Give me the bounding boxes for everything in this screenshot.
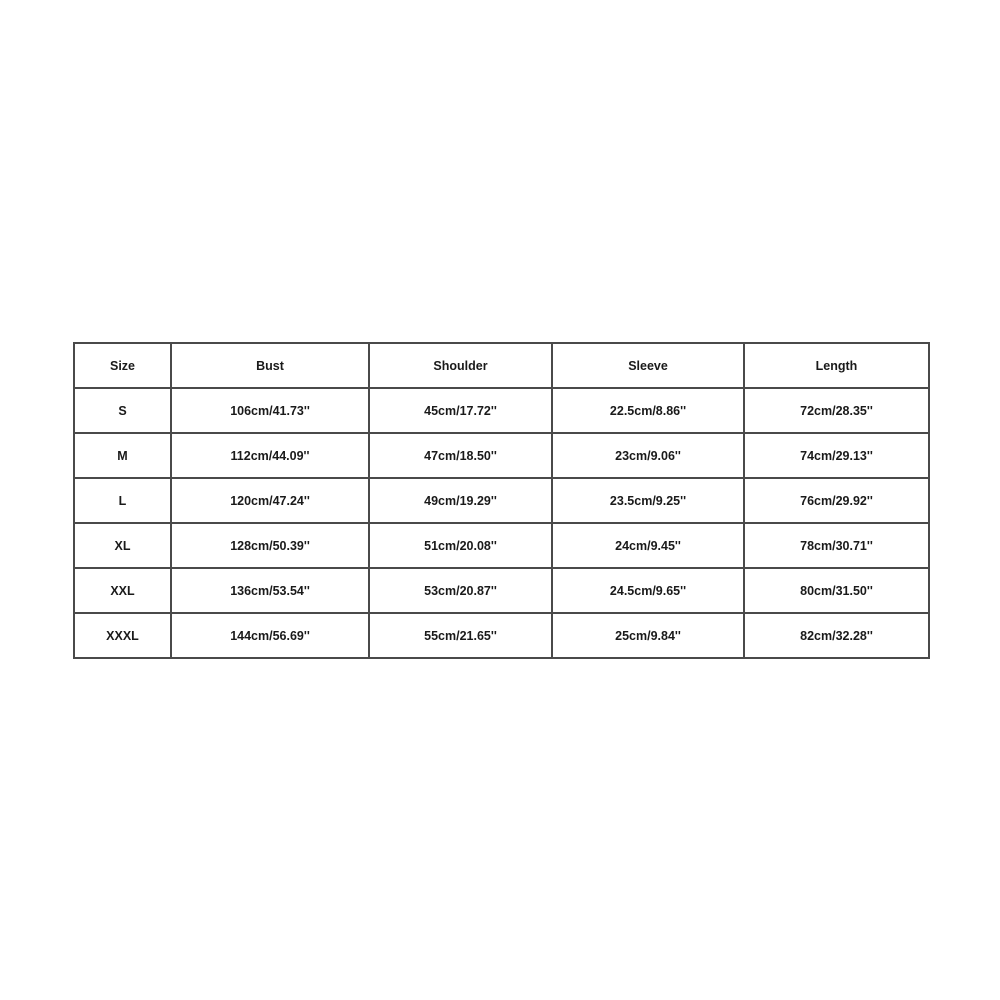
table-row	[74, 433, 929, 478]
cell-length: 72cm/28.35''	[744, 388, 929, 433]
cell-sleeve: 24.5cm/9.65''	[552, 568, 744, 613]
cell-sleeve: 24cm/9.45''	[552, 523, 744, 568]
cell-length: 80cm/31.50''	[744, 568, 929, 613]
size-chart-table	[73, 342, 930, 659]
cell-bust: 112cm/44.09''	[171, 433, 369, 478]
cell-size: XXL	[74, 568, 171, 613]
cell-length: 82cm/32.28''	[744, 613, 929, 658]
table-row	[74, 478, 929, 523]
cell-shoulder: 51cm/20.08''	[369, 523, 552, 568]
cell-length: 76cm/29.92''	[744, 478, 929, 523]
cell-size: XL	[74, 523, 171, 568]
cell-size: XXXL	[74, 613, 171, 658]
cell-shoulder: 49cm/19.29''	[369, 478, 552, 523]
cell-sleeve: 23cm/9.06''	[552, 433, 744, 478]
header-length: Length	[744, 343, 929, 388]
header-bust: Bust	[171, 343, 369, 388]
cell-length: 74cm/29.13''	[744, 433, 929, 478]
cell-bust: 144cm/56.69''	[171, 613, 369, 658]
cell-shoulder: 55cm/21.65''	[369, 613, 552, 658]
cell-sleeve: 23.5cm/9.25''	[552, 478, 744, 523]
cell-length: 78cm/30.71''	[744, 523, 929, 568]
cell-bust: 120cm/47.24''	[171, 478, 369, 523]
header-shoulder: Shoulder	[369, 343, 552, 388]
cell-size: M	[74, 433, 171, 478]
cell-shoulder: 45cm/17.72''	[369, 388, 552, 433]
cell-bust: 136cm/53.54''	[171, 568, 369, 613]
cell-size: L	[74, 478, 171, 523]
cell-shoulder: 47cm/18.50''	[369, 433, 552, 478]
table-row	[74, 613, 929, 658]
cell-shoulder: 53cm/20.87''	[369, 568, 552, 613]
table-row	[74, 568, 929, 613]
cell-sleeve: 25cm/9.84''	[552, 613, 744, 658]
cell-bust: 128cm/50.39''	[171, 523, 369, 568]
header-sleeve: Sleeve	[552, 343, 744, 388]
cell-size: S	[74, 388, 171, 433]
cell-bust: 106cm/41.73''	[171, 388, 369, 433]
table-row	[74, 523, 929, 568]
cell-sleeve: 22.5cm/8.86''	[552, 388, 744, 433]
header-size: Size	[74, 343, 171, 388]
header-row	[74, 343, 929, 388]
table-row	[74, 388, 929, 433]
